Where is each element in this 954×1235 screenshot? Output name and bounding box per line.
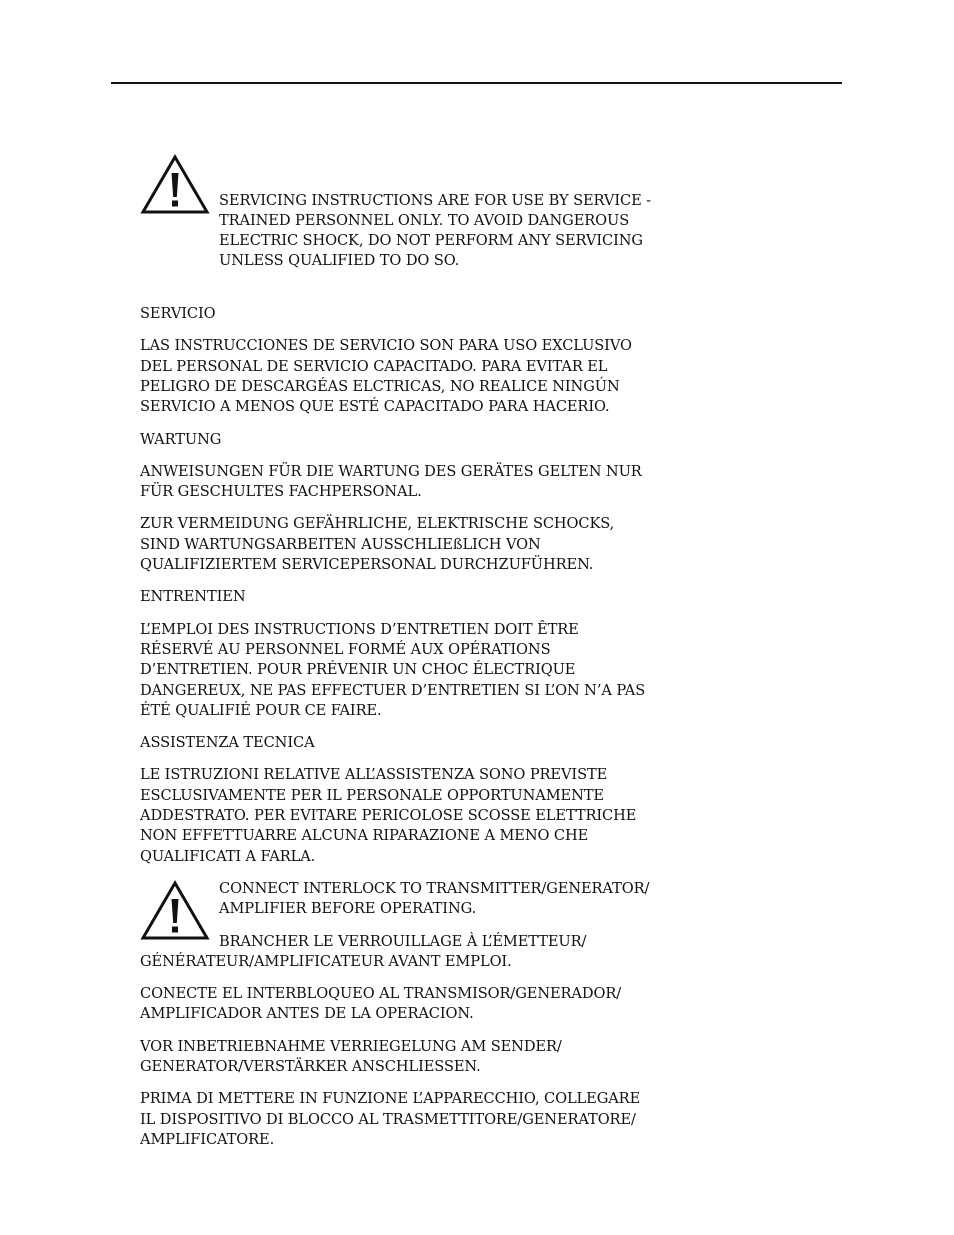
interlock-warning-en: CONNECT INTERLOCK TO TRANSMITTER/GENERATOR/ AMPLIFIER BEFORE OPERATING. <box>219 879 650 918</box>
interlock-warning-block <box>140 879 740 972</box>
section-heading-it: ASSISTENZA TECNICA <box>140 734 315 752</box>
paragraph-it: LE ISTRUZIONI RELATIVE ALL’ASSISTENZA SONO PREVISTE ESCLUSIVAMENTE PER IL PERSONALE OPPORTUNAMENTE ADDESTRATO. PER EVITARE PERICOLOSE SCOSSE ELETTRICHE NON EFFETTUARRE ALCUNA RIPARAZIONE A MENO CHE QUALIFICATI A FARLA. <box>140 766 637 865</box>
interlock-warning-es: CONECTE EL INTERBLOQUEO AL TRANSMISOR/GENERADOR/ AMPLIFICADOR ANTES DE LA OPERACION. <box>140 985 622 1023</box>
paragraph-es: LAS INSTRUCCIONES DE SERVICIO SON PARA USO EXCLUSIVO DEL PERSONAL DE SERVICIO CAPACITADO. PARA EVITAR EL PELIGRO DE DESCARGÉAS ELCTRICAS, NO REALICE NINGÚN SERVICIO A MENOS QUE ESTÉ CAPACITADO PARA HACERIO. <box>140 337 632 416</box>
interlock-warning-de: VOR INBETRIEBNAHME VERRIEGELUNG AM SENDER/ GENERATOR/VERSTÄRKER ANSCHLIESSEN. <box>140 1037 562 1075</box>
service-warning-text: SERVICING INSTRUCTIONS ARE FOR USE BY SERVICE - TRAINED PERSONNEL ONLY. TO AVOID DANGEROUS ELECTRIC SHOCK, DO NOT PERFORM ANY SERVICING UNLESS QUALIFIED TO DO SO. <box>219 191 651 270</box>
interlock-warning-fr-rest: GÉNÉRATEUR/AMPLIFICATEUR AVANT EMPLOI. <box>140 952 512 970</box>
section-heading-de: WARTUNG <box>140 430 222 448</box>
interlock-warning-fr <box>140 932 740 973</box>
document-body <box>140 150 740 1162</box>
warning-triangle-icon <box>140 153 210 215</box>
section-heading-fr: ENTRENTIEN <box>140 588 246 606</box>
interlock-warning-fr-first-line: BRANCHER LE VERROUILLAGE À L’ÉMETTEUR/ <box>219 932 587 950</box>
section-heading-es: SERVICIO <box>140 305 216 323</box>
header-rule <box>111 82 842 84</box>
paragraph-de-1: ANWEISUNGEN FÜR DIE WARTUNG DES GERÄTES GELTEN NUR FÜR GESCHULTES FACHPERSONAL. <box>140 462 642 501</box>
interlock-warning-it: PRIMA DI METTERE IN FUNZIONE L’APPARECCHIO, COLLEGARE IL DISPOSITIVO DI BLOCCO AL TRASMETTITORE/GENERATORE/ AMPLIFICATORE. <box>140 1090 641 1148</box>
service-warning-block <box>140 150 740 292</box>
warning-triangle-icon <box>140 879 210 941</box>
paragraph-fr: L’EMPLOI DES INSTRUCTIONS D’ENTRETIEN DOIT ÊTRE RÉSERVÉ AU PERSONNEL FORMÉ AUX OPÉRATIONS D’ENTRETIEN. POUR PRÉVENIR UN CHOC ÉLECTRIQUE DANGEREUX, NE PAS EFFECTUER D’ENTRETIEN SI L’ON N’A PAS ÉTÉ QUALIFIÉ POUR CE FAIRE. <box>140 620 646 719</box>
paragraph-de-2: ZUR VERMEIDUNG GEFÄHRLICHE, ELEKTRISCHE SCHOCKS, SIND WARTUNGSARBEITEN AUSSCHLIEßLICH VON QUALIFIZIERTEM SERVICEPERSONAL DURCHZUFÜHREN. <box>140 515 615 574</box>
